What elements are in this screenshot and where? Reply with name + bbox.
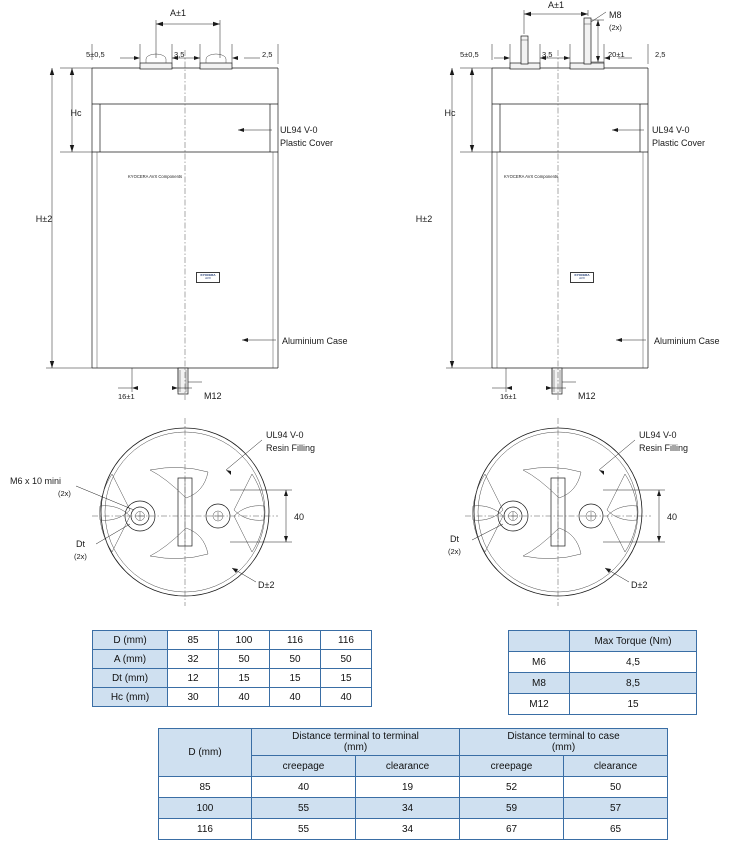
- dimensions-table: [92, 630, 372, 707]
- cell: 15: [270, 669, 321, 688]
- col-header-d: D (mm): [159, 729, 252, 777]
- cell: 15: [570, 694, 697, 715]
- cell-d: 100: [159, 798, 252, 819]
- cell-d: 85: [159, 777, 252, 798]
- table-row: [159, 819, 668, 840]
- callout-case-left: Aluminium Case: [282, 336, 348, 346]
- dim-hc-left: Hc: [70, 108, 82, 118]
- table-row: [159, 777, 668, 798]
- dim-20-right: 20±1: [608, 50, 625, 59]
- cell: 116: [270, 631, 321, 650]
- dim-40-left: 40: [294, 512, 305, 522]
- cell: 50: [270, 650, 321, 669]
- table-row: [509, 694, 697, 715]
- cell: 32: [168, 650, 219, 669]
- table-row: [509, 673, 697, 694]
- cell: 34: [356, 798, 460, 819]
- terminal-plate-right: [200, 63, 232, 69]
- col-header-tt-clearance: clearance: [356, 756, 460, 777]
- dim-5-right: 5±0,5: [460, 50, 479, 59]
- bottom-stud-right-view: [552, 368, 562, 394]
- callout-cover-right-2: Plastic Cover: [652, 138, 706, 148]
- table-row: [509, 652, 697, 673]
- cell: 116: [321, 631, 372, 650]
- dim-a-right: A±1: [548, 0, 564, 10]
- cell: 4,5: [570, 652, 697, 673]
- table-row: [93, 669, 372, 688]
- cell: 52: [460, 777, 564, 798]
- torque-table: [508, 630, 697, 715]
- col-header-tc-clearance: clearance: [564, 756, 668, 777]
- callout-cover-left-1: UL94 V-0: [280, 125, 318, 135]
- callout-d-right: D±2: [631, 580, 648, 590]
- brand-text-left: KYOCERA AVX Components: [128, 174, 183, 179]
- dim-25-right: 2,5: [655, 50, 666, 59]
- cell: 19: [356, 777, 460, 798]
- table-group-header-row: [159, 729, 668, 756]
- row-label: M6: [509, 652, 570, 673]
- label-m12-left: M12: [204, 391, 222, 401]
- dim-35-right: 3,5: [542, 50, 553, 59]
- group-header-terminal-terminal: [252, 729, 460, 756]
- callout-resin-left-2: Resin Filling: [266, 443, 316, 453]
- col-header-tt-creepage: creepage: [252, 756, 356, 777]
- left-top-view: [76, 418, 292, 606]
- callout-resin-right-2: Resin Filling: [639, 443, 689, 453]
- group-header-text: Distance terminal to case: [507, 731, 620, 742]
- cell: 55: [252, 798, 356, 819]
- callout-m6-screw: M6 x 10 mini: [10, 476, 62, 486]
- cell: 40: [252, 777, 356, 798]
- dim-h-left: H±2: [35, 214, 53, 224]
- creepage-clearance-table: [158, 728, 668, 840]
- dim-25-left: 2,5: [262, 50, 273, 59]
- group-header-text: Distance terminal to terminal: [292, 731, 419, 742]
- label-m12-right: M12: [578, 391, 596, 401]
- cell: 85: [168, 631, 219, 650]
- cell: 15: [219, 669, 270, 688]
- callout-cover-left-2: Plastic Cover: [280, 138, 334, 148]
- row-label: M8: [509, 673, 570, 694]
- terminal-plate-left: [140, 63, 172, 69]
- avx-logo-mark-right: KYOCERA AVX: [570, 272, 594, 283]
- cell: 65: [564, 819, 668, 840]
- cell-d: 116: [159, 819, 252, 840]
- callout-d-left: D±2: [258, 580, 275, 590]
- table-row: [93, 631, 372, 650]
- table-header-row: [509, 631, 697, 652]
- cell: 40: [270, 688, 321, 707]
- cell: 50: [219, 650, 270, 669]
- group-header-unit: (mm): [343, 742, 368, 753]
- callout-m6-qty: (2x): [58, 489, 71, 498]
- dim-5-left: 5±0,5: [86, 50, 105, 59]
- row-label: A (mm): [93, 650, 168, 669]
- dim-40-right: 40: [667, 512, 678, 522]
- avx-logo-mark-left: KYOCERA AVX: [196, 272, 220, 283]
- table-row: [93, 650, 372, 669]
- torque-header-blank: [509, 631, 570, 652]
- dim-a-left: A±1: [170, 8, 186, 18]
- callout-dt-qty-left: (2x): [74, 552, 87, 561]
- dim-h-right: H±2: [415, 214, 433, 224]
- dim-16-right: 16±1: [500, 392, 517, 401]
- callout-dt-left: Dt: [76, 539, 85, 549]
- callout-m8-stud: M8: [609, 10, 622, 20]
- cell: 8,5: [570, 673, 697, 694]
- callout-m8-qty: (2x): [609, 23, 622, 32]
- row-label: M12: [509, 694, 570, 715]
- bottom-stud-left-view: [178, 368, 188, 394]
- cell: 50: [564, 777, 668, 798]
- left-side-view: [46, 20, 278, 400]
- cell: 55: [252, 819, 356, 840]
- table-row: [159, 798, 668, 819]
- cell: 57: [564, 798, 668, 819]
- cell: 59: [460, 798, 564, 819]
- callout-cover-right-1: UL94 V-0: [652, 125, 690, 135]
- callout-dt-qty-right: (2x): [448, 547, 461, 556]
- cell: 100: [219, 631, 270, 650]
- dim-hc-right: Hc: [444, 108, 456, 118]
- group-header-terminal-case: [460, 729, 668, 756]
- dim-16-left: 16±1: [118, 392, 135, 401]
- group-header-unit: (mm): [551, 742, 576, 753]
- col-header-tc-creepage: creepage: [460, 756, 564, 777]
- m8-stud-right: [584, 18, 591, 64]
- brand-text-right: KYOCERA AVX Components: [504, 174, 559, 179]
- cell: 15: [321, 669, 372, 688]
- callout-case-right: Aluminium Case: [654, 336, 720, 346]
- cell: 40: [219, 688, 270, 707]
- callout-resin-left-1: UL94 V-0: [266, 430, 304, 440]
- right-top-view: [465, 418, 665, 606]
- row-label: Dt (mm): [93, 669, 168, 688]
- cell: 67: [460, 819, 564, 840]
- callout-resin-right-1: UL94 V-0: [639, 430, 677, 440]
- right-side-view: [446, 10, 648, 400]
- row-label: Hc (mm): [93, 688, 168, 707]
- cell: 30: [168, 688, 219, 707]
- torque-header-label: Max Torque (Nm): [570, 631, 697, 652]
- table-row: [93, 688, 372, 707]
- cell: 40: [321, 688, 372, 707]
- dim-35-left: 3,5: [174, 50, 185, 59]
- cell: 34: [356, 819, 460, 840]
- callout-dt-right: Dt: [450, 534, 459, 544]
- row-label: D (mm): [93, 631, 168, 650]
- cell: 50: [321, 650, 372, 669]
- cell: 12: [168, 669, 219, 688]
